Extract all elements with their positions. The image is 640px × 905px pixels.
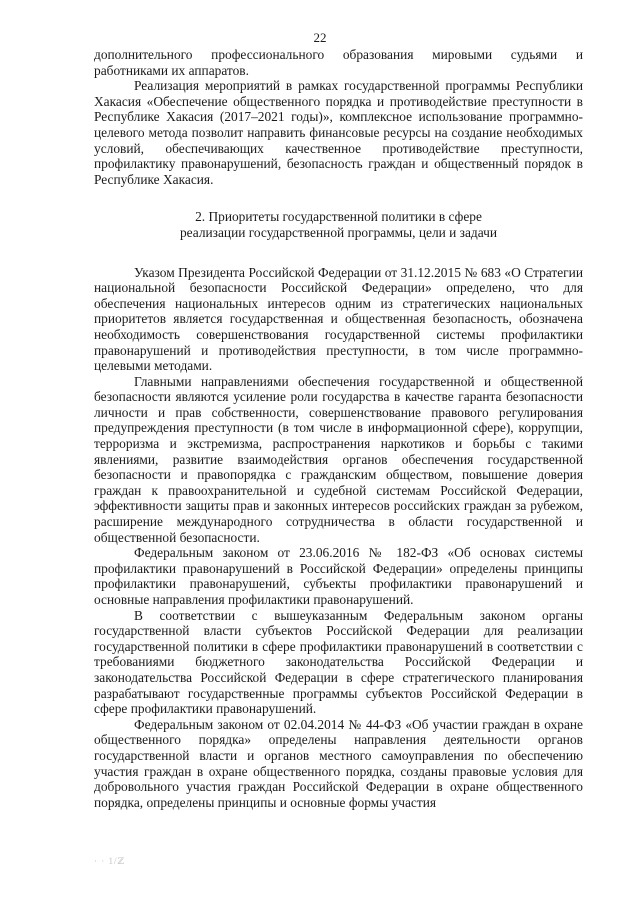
section-heading-line-1: 2. Приоритеты государственной политики в сфере <box>195 209 482 225</box>
paragraph: В соответствии с вышеуказанным Федеральным законом органы государственной власти субъектов Российской Федерации для реализации государственной политики в сфере профилактики правонарушений в соответствии с требованиями бюджетного законодательства Российской Федерации и законодательства Российской Федерации в сфере стратегического планирования разрабатывают государственные программы субъектов Российской Федерации в сфере профилактики правонарушений. <box>94 607 583 717</box>
footer-mark: · · 1/ℤ <box>94 856 126 866</box>
paragraph: Федеральным законом от 02.04.2014 № 44-ФЗ «Об участии граждан в охране общественного порядка» определены направления деятельности органов государственной власти и органов местного самоуправления по обеспечению участия граждан в охране общественного порядка, созданы правовые условия для добровольного участия граждан Российской Федерации в охране общественного порядка, определены принципы и основные формы участия <box>94 716 583 810</box>
document-body <box>94 47 583 810</box>
section-heading <box>94 209 583 240</box>
paragraph: Главными направлениями обеспечения государственной и общественной безопасности являются усиление роли государства в качестве гаранта безопасности личности и прав собственности, совершенствование правового регулирования предупреждения преступности (в том числе в информационной сфере), коррупции, терроризма и экстремизма, распространения наркотиков и борьбы с такими явлениями, развитие взаимодействия органов обеспечения государственной безопасности и правопорядка с гражданским обществом, повышение доверия граждан к правоохранительной и судебной системам Российской Федерации, эффективности защиты прав и законных интересов российских граждан за рубежом, расширение международного сотрудничества в области государственной и общественной безопасности. <box>94 373 583 545</box>
paragraphs-after-heading <box>94 265 583 811</box>
paragraph: Федеральным законом от 23.06.2016 № 182-ФЗ «Об основах системы профилактики правонарушений в Российской Федерации» определены принципы профилактики правонарушений, субъекты профилактики правонарушений и основные направления профилактики правонарушений. <box>94 545 583 607</box>
section-heading-line-2: реализации государственной программы, цели и задачи <box>179 224 498 240</box>
paragraph: дополнительного профессионального образования мировыми судьями и работниками их аппаратов. <box>94 47 583 78</box>
paragraph: Реализация мероприятий в рамках государственной программы Республики Хакасия «Обеспечение общественного порядка и противодействие преступности в Республике Хакасия (2017–2021 годы)», комплексное использование программно-целевого метода позволит направить финансовые ресурсы на создание необходимых условий, обеспечивающих качественное противодействие преступности, профилактику правонарушений, безопасность граждан и общественный порядок в Республике Хакасия. <box>94 78 583 187</box>
page-number: 22 <box>313 30 327 45</box>
paragraph: Указом Президента Российской Федерации от 31.12.2015 № 683 «О Стратегии национальной безопасности Российской Федерации» определено, что для обеспечения национальных интересов одним из стратегических национальных приоритетов является государственная и общественная безопасность, обозначена необходимость совершенствования государственной системы профилактики правонарушений и противодействия преступности, в том числе программно-целевыми методами. <box>94 264 583 374</box>
paragraphs-before-heading <box>94 47 583 187</box>
